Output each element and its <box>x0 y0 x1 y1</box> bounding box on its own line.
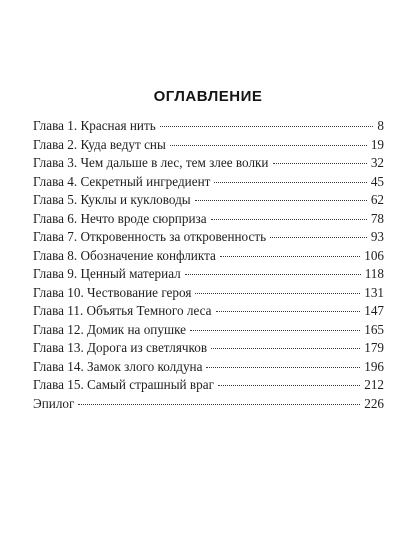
toc-entry-label: Глава 9. Ценный материал <box>33 266 181 281</box>
dot-leader <box>214 182 366 183</box>
toc-entry-page-number: 226 <box>364 395 384 411</box>
toc-entry-label: Глава 5. Куклы и кукловоды <box>33 192 191 207</box>
toc-entry <box>33 136 384 155</box>
dot-leader <box>160 126 374 127</box>
toc-entry-page-number: 106 <box>364 247 384 263</box>
toc-entry <box>33 339 384 358</box>
dot-leader <box>185 274 361 275</box>
dot-leader <box>195 293 360 294</box>
toc-entry-page-number: 118 <box>364 266 384 281</box>
toc-entry-label: Глава 10. Чествование героя <box>33 284 192 300</box>
toc-entry-label: Глава 11. Объятья Темного леса <box>33 303 212 318</box>
toc-entry-label: Глава 1. Красная нить <box>33 118 156 133</box>
dot-leader <box>78 404 360 405</box>
toc-entry-page-number: 45 <box>370 173 384 189</box>
toc-entry-label: Глава 7. Откровенность за откровенность <box>33 229 267 244</box>
toc-title: ОГЛАВЛЕНИЕ <box>153 88 263 105</box>
toc-entry-label: Глава 8. Обозначение конфликта <box>33 247 216 263</box>
toc-entry-page-number: 179 <box>364 340 384 355</box>
dot-leader <box>270 237 367 238</box>
dot-leader <box>216 311 361 312</box>
toc-entry-label: Глава 15. Самый страшный враг <box>33 377 214 392</box>
toc-entry-page-number: 147 <box>364 303 384 318</box>
toc-entry-page-number: 8 <box>377 118 384 133</box>
toc-entry-page-number: 131 <box>364 284 384 300</box>
toc-entry <box>33 154 384 173</box>
dot-leader <box>273 163 367 164</box>
toc-entry-label: Эпилог <box>33 395 75 411</box>
toc-entry-page-number: 165 <box>364 321 384 337</box>
dot-leader <box>220 256 360 257</box>
toc-entry <box>33 191 384 210</box>
toc-entry-page-number: 78 <box>370 210 384 226</box>
dot-leader <box>206 367 360 368</box>
toc-entry <box>33 284 384 303</box>
toc-entry <box>33 265 384 284</box>
dot-leader <box>211 348 360 349</box>
toc-entry <box>33 302 384 321</box>
toc-entry-label: Глава 2. Куда ведут сны <box>33 136 166 152</box>
dot-leader <box>211 219 367 220</box>
toc-entry-label: Глава 4. Секретный ингредиент <box>33 173 211 189</box>
toc-entry-page-number: 196 <box>364 358 384 374</box>
toc-entry <box>33 376 384 395</box>
toc-entry <box>33 247 384 266</box>
toc-entry-page-number: 212 <box>364 377 384 392</box>
toc-entry-label: Глава 6. Нечто вроде сюрприза <box>33 210 207 226</box>
toc-entry-page-number: 93 <box>370 229 384 244</box>
toc-entry <box>33 358 384 377</box>
toc-entry-label: Глава 13. Дорога из светлячков <box>33 340 208 355</box>
toc-entry-page-number: 62 <box>370 192 384 207</box>
toc-entry <box>33 173 384 192</box>
toc-entry <box>33 228 384 247</box>
toc-entry <box>33 210 384 229</box>
toc-entry-page-number: 19 <box>370 136 384 152</box>
toc-entry-label: Глава 14. Замок злого колдуна <box>33 358 203 374</box>
toc-entry <box>33 321 384 340</box>
toc-list <box>33 117 384 413</box>
toc-entry <box>33 117 384 136</box>
toc-entry-label: Глава 3. Чем дальше в лес, тем злее волки <box>33 155 269 170</box>
dot-leader <box>218 385 360 386</box>
dot-leader <box>170 145 367 146</box>
toc-entry-page-number: 32 <box>370 155 384 170</box>
toc-entry <box>33 395 384 414</box>
dot-leader <box>190 330 360 331</box>
toc-entry-label: Глава 12. Домик на опушке <box>33 321 187 337</box>
dot-leader <box>195 200 367 201</box>
